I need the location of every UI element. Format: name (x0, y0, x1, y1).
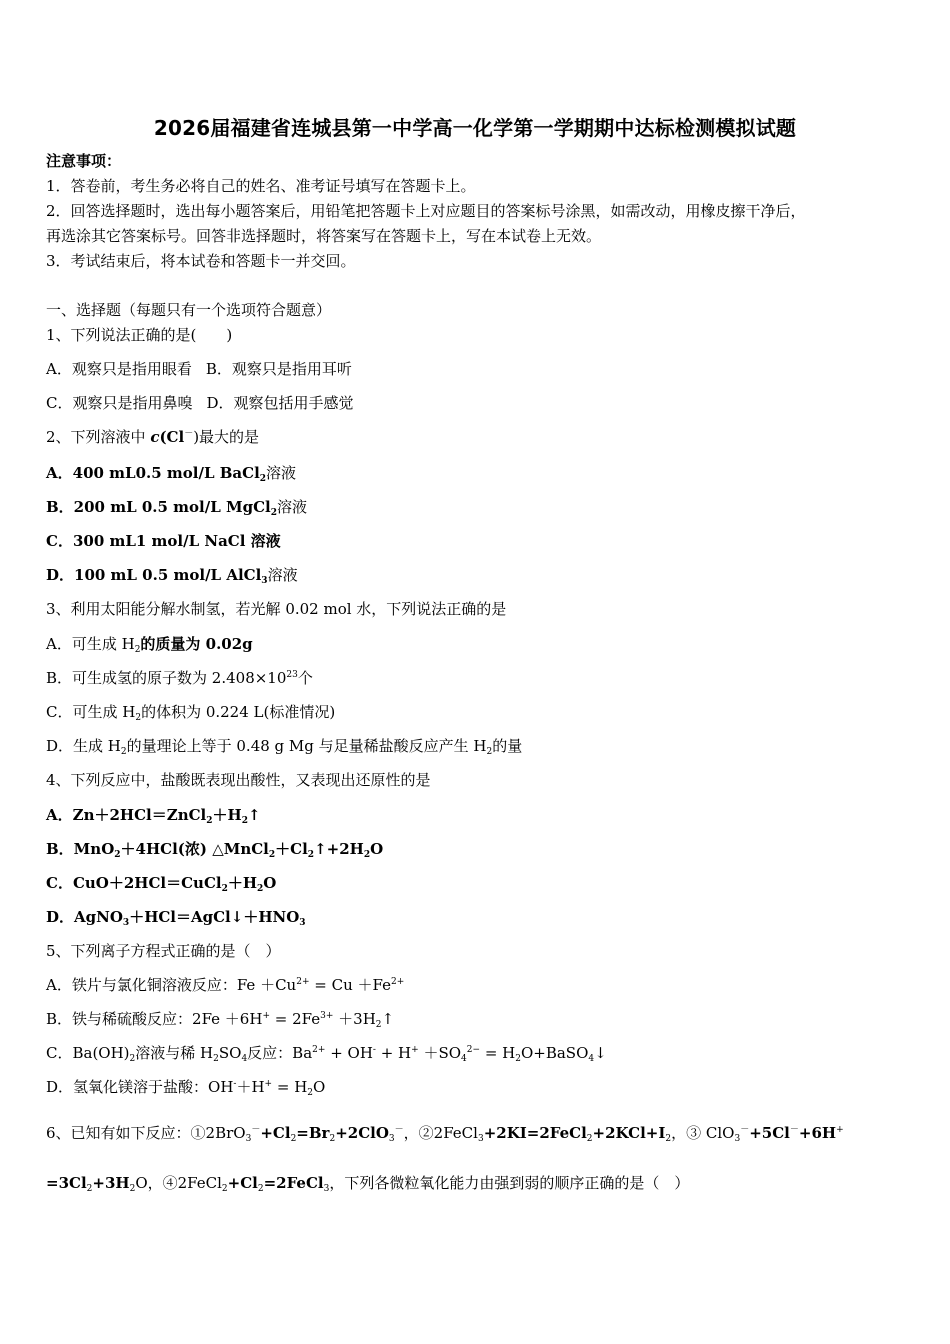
page-title: 2026届福建省连城县第一中学高一化学第一学期期中达标检测模拟试题 (153, 116, 797, 140)
question-3-option-b: B．可生成氢的原子数为 $2.408\times 10^{23}$个 (46, 669, 313, 687)
notice-item-2: 2．回答选择题时，选出每小题答案后，用铅笔把答题卡上对应题目的答案标号涂黑，如需改动，用橡皮擦干净后， (46, 202, 806, 220)
question-2-option-a: A．400 mL0.5 mol/L BaCl$_2$溶液 (46, 464, 297, 484)
question-3-option-c: C．可生成 $H_2$的体积为 0.224 L(标准情况) (46, 703, 336, 723)
question-1-option-a: A．观察只是指用眼看 (46, 360, 192, 378)
question-4-stem: 4、下列反应中，盐酸既表现出酸性，又表现出还原性的是 (46, 771, 431, 789)
question-1-options-ab (46, 359, 352, 379)
question-6-stem-line-1: 6、已知有如下反应：$①2BrO_3^-+Cl_2=Br_2+2ClO_3^-$，$②2FeCl_3+2KI=2FeCl_2+2KCl+I_2$，③ ClO$_3$－+5Cl－+6H+ (46, 1124, 844, 1144)
question-4-option-a: A．$Zn+2HCl=ZnCl_2+H_2↑$ (46, 806, 261, 826)
section-heading: 一、选择题（每题只有一个选项符合题意） (46, 301, 332, 319)
question-2-option-b: B．200 mL 0.5 mol/L MgCl$_2$溶液 (46, 498, 308, 518)
question-1-stem: 1、下列说法正确的是( ) (46, 326, 233, 344)
question-3-stem: 3、利用太阳能分解水制氢，若光解 0.02 mol 水，下列说法正确的是 (46, 600, 507, 618)
question-1-option-d: D．观察包括用手感觉 (206, 394, 354, 412)
question-5-option-a: A．铁片与氯化铜溶液反应：$Fe +Cu^{2+} = Cu +Fe^{2+}$ (46, 976, 405, 994)
question-4-option-b: B．MnO$_2$＋4HCl(浓) $\triangle MnCl_2+Cl_2↑+2H_2O$ (46, 840, 384, 860)
question-5-option-c: C．$Ba(OH)_2$溶液与稀 $H_2SO_4$反应：$Ba^{2+} + OH^- + H^+ +SO_4^{2-}$ = $H_2O+BaSO_4↓$ (46, 1044, 607, 1064)
question-5-option-b: B．铁与稀硫酸反应：$2Fe +6H^+ = 2Fe^{3+}$ $+3H_2↑$ (46, 1010, 395, 1030)
question-5-option-d: D．氢氧化镁溶于盐酸：$OH^-+H^+ = H_2O$ (46, 1078, 326, 1098)
question-3-option-d: D．生成 $H_2$的量理论上等于 0.48 g Mg 与足量稀盐酸反应产生 $H_2$的量 (46, 737, 523, 757)
question-1-option-b: B．观察只是指用耳听 (205, 360, 352, 378)
question-2-option-d: D．100 mL 0.5 mol/L AlCl$_3$溶液 (46, 566, 298, 586)
notice-heading: 注意事项： (46, 152, 122, 170)
question-6-stem-line-2: $=3Cl_2+3H_2O$，$④2FeCl_2+Cl_2=2FeCl_3$，下列各微粒氧化能力由强到弱的顺序正确的是（ ） (46, 1174, 690, 1194)
question-4-option-c: C．$CuO+2HCl=CuCl_2+H_2O$ (46, 874, 277, 894)
question-5-stem: 5、下列离子方程式正确的是（ ） (46, 942, 281, 960)
question-3-option-a: A．可生成 $H_2$的质量为 0.02g (46, 635, 253, 655)
question-4-option-d: D．$AgNO_3+HCl=AgCl↓+HNO_3$ (46, 908, 306, 928)
notice-item-3: 3．考试结束后，将本试卷和答题卡一并交回。 (46, 252, 356, 270)
question-1-options-cd (46, 393, 354, 413)
question-2-option-c: C．300 mL1 mol/L NaCl 溶液 (46, 532, 281, 550)
question-1-option-c: C．观察只是指用鼻嗅 (46, 394, 193, 412)
question-2-stem: 2、下列溶液中 c(Cl－)最大的是 (46, 428, 260, 446)
notice-item-1: 1．答卷前，考生务必将自己的姓名、准考证号填写在答题卡上。 (46, 177, 476, 195)
notice-item-2-cont: 再选涂其它答案标号。回答非选择题时，将答案写在答题卡上，写在本试卷上无效。 (46, 227, 602, 245)
